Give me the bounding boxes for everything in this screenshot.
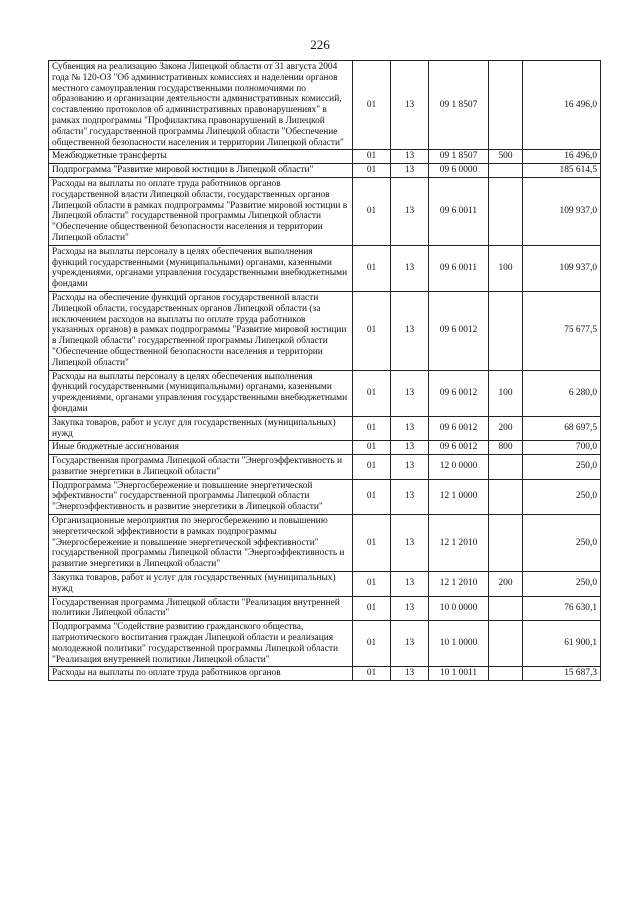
expense-type-code [489, 177, 523, 245]
expense-type-code [489, 61, 523, 150]
subsection-code: 13 [391, 572, 429, 597]
expense-type-code [489, 596, 523, 621]
amount: 250,0 [523, 455, 601, 480]
amount: 75 677,5 [523, 291, 601, 370]
target-article-code: 10 0 0000 [429, 596, 489, 621]
amount: 250,0 [523, 572, 601, 597]
amount: 68 697,5 [523, 416, 601, 441]
expense-type-code: 100 [489, 245, 523, 291]
table-row [49, 164, 601, 178]
subsection-code: 13 [391, 479, 429, 514]
expense-type-code: 500 [489, 150, 523, 164]
section-code: 01 [353, 150, 391, 164]
row-description: Государственная программа Липецкой области "Энергоэффективность и развитие энергетики в Липецкой области" [49, 455, 353, 480]
subsection-code: 13 [391, 455, 429, 480]
amount: 185 614,5 [523, 164, 601, 178]
expense-type-code [489, 291, 523, 370]
target-article-code: 09 6 0012 [429, 416, 489, 441]
amount: 16 496,0 [523, 150, 601, 164]
subsection-code: 13 [391, 164, 429, 178]
section-code: 01 [353, 245, 391, 291]
subsection-code: 13 [391, 416, 429, 441]
subsection-code: 13 [391, 515, 429, 572]
expense-type-code [489, 667, 523, 681]
table-row [49, 177, 601, 245]
table-row [49, 370, 601, 416]
target-article-code: 12 1 0000 [429, 479, 489, 514]
table-row [49, 479, 601, 514]
subsection-code: 13 [391, 370, 429, 416]
amount: 61 900,1 [523, 621, 601, 667]
row-description: Расходы на выплаты персоналу в целях обеспечения выполнения функций государственными (муниципальными) органами, казенными учреждениями, органами управления государственными внебюджетными фондами [49, 245, 353, 291]
table-row [49, 291, 601, 370]
subsection-code: 13 [391, 441, 429, 455]
table-row [49, 416, 601, 441]
section-code: 01 [353, 416, 391, 441]
target-article-code: 12 0 0000 [429, 455, 489, 480]
target-article-code: 09 1 8507 [429, 150, 489, 164]
row-description: Расходы на выплаты по оплате труда работников органов государственной власти Липецкой области, государственных органов Липецкой области в рамках подпрограммы "Развитие мировой юстиции в Липецкой области" государственной программы Липецкой области "Обеспечение общественной безопасности населения и территории Липецкой области" [49, 177, 353, 245]
table-row [49, 150, 601, 164]
budget-table [48, 60, 601, 681]
table-row [49, 572, 601, 597]
table-row [49, 61, 601, 150]
section-code: 01 [353, 370, 391, 416]
subsection-code: 13 [391, 61, 429, 150]
amount: 109 937,0 [523, 177, 601, 245]
expense-type-code [489, 621, 523, 667]
table-row [49, 441, 601, 455]
target-article-code: 09 6 0011 [429, 177, 489, 245]
subsection-code: 13 [391, 621, 429, 667]
table-row [49, 596, 601, 621]
subsection-code: 13 [391, 150, 429, 164]
expense-type-code [489, 455, 523, 480]
row-description: Расходы на выплаты по оплате труда работников органов [49, 667, 353, 681]
table-row [49, 667, 601, 681]
amount: 16 496,0 [523, 61, 601, 150]
amount: 700,0 [523, 441, 601, 455]
row-description: Подпрограмма "Содействие развитию гражданского общества, патриотического воспитания граждан Липецкой области и реализация молодежной политики" государственной программы Липецкой области "Реализация внутренней политики Липецкой области" [49, 621, 353, 667]
subsection-code: 13 [391, 177, 429, 245]
table-row [49, 621, 601, 667]
expense-type-code [489, 164, 523, 178]
target-article-code: 12 1 2010 [429, 515, 489, 572]
expense-type-code: 200 [489, 572, 523, 597]
section-code: 01 [353, 596, 391, 621]
amount: 15 687,3 [523, 667, 601, 681]
section-code: 01 [353, 441, 391, 455]
row-description: Расходы на выплаты персоналу в целях обеспечения выполнения функций государственными (муниципальными) органами, казенными учреждениями, органами управления государственными внебюджетными фондами [49, 370, 353, 416]
target-article-code: 09 6 0012 [429, 441, 489, 455]
row-description: Субвенция на реализацию Закона Липецкой области от 31 августа 2004 года № 120-ОЗ "Об административных комиссиях и наделении органов местного самоуправления государственными полномочиями по образованию и организации деятельности административных комиссий, составлению протоколов об административных правонарушениях" в рамках подпрограммы "Профилактика правонарушений в Липецкой области" государственной программы Липецкой области "Обеспечение общественной безопасности населения и территории Липецкой области" [49, 61, 353, 150]
amount: 250,0 [523, 479, 601, 514]
target-article-code: 09 6 0012 [429, 370, 489, 416]
amount: 250,0 [523, 515, 601, 572]
section-code: 01 [353, 479, 391, 514]
section-code: 01 [353, 515, 391, 572]
row-description: Расходы на обеспечение функций органов государственной власти Липецкой области, государственных органов Липецкой области (за исключением расходов на выплаты по оплате труда работников указанных органов) в рамках подпрограммы "Развитие мировой юстиции в Липецкой области" государственной программы Липецкой области "Обеспечение общественной безопасности населения и территории Липецкой области" [49, 291, 353, 370]
budget-table-body [49, 61, 601, 681]
row-description: Закупка товаров, работ и услуг для государственных (муниципальных) нужд [49, 572, 353, 597]
section-code: 01 [353, 61, 391, 150]
row-description: Закупка товаров, работ и услуг для государственных (муниципальных) нужд [49, 416, 353, 441]
target-article-code: 09 1 8507 [429, 61, 489, 150]
expense-type-code: 100 [489, 370, 523, 416]
table-row [49, 455, 601, 480]
section-code: 01 [353, 291, 391, 370]
row-description: Подпрограмма "Энергосбережение и повышение энергетической эффективности" государственной программы Липецкой области "Энергоэффективность и развитие энергетики в Липецкой области" [49, 479, 353, 514]
amount: 76 630,1 [523, 596, 601, 621]
expense-type-code [489, 479, 523, 514]
subsection-code: 13 [391, 245, 429, 291]
subsection-code: 13 [391, 667, 429, 681]
section-code: 01 [353, 164, 391, 178]
target-article-code: 12 1 2010 [429, 572, 489, 597]
page-number: 226 [310, 37, 330, 52]
target-article-code: 10 1 0011 [429, 667, 489, 681]
row-description: Межбюджетные трансферты [49, 150, 353, 164]
row-description: Государственная программа Липецкой области "Реализация внутренней политики Липецкой области" [49, 596, 353, 621]
section-code: 01 [353, 177, 391, 245]
target-article-code: 09 6 0012 [429, 291, 489, 370]
expense-type-code [489, 515, 523, 572]
section-code: 01 [353, 572, 391, 597]
target-article-code: 09 6 0011 [429, 245, 489, 291]
amount: 109 937,0 [523, 245, 601, 291]
section-code: 01 [353, 455, 391, 480]
table-row [49, 515, 601, 572]
section-code: 01 [353, 621, 391, 667]
target-article-code: 09 6 0000 [429, 164, 489, 178]
expense-type-code: 200 [489, 416, 523, 441]
row-description: Иные бюджетные ассигнования [49, 441, 353, 455]
row-description: Организационные мероприятия по энергосбережению и повышению энергетической эффективности в рамках подпрограммы "Энергосбережение и повышение энергетической эффективности" государственной программы Липецкой области "Энергоэффективность и развитие энергетики в Липецкой области" [49, 515, 353, 572]
subsection-code: 13 [391, 596, 429, 621]
section-code: 01 [353, 667, 391, 681]
amount: 6 280,0 [523, 370, 601, 416]
row-description: Подпрограмма "Развитие мировой юстиции в Липецкой области" [49, 164, 353, 178]
target-article-code: 10 1 0000 [429, 621, 489, 667]
subsection-code: 13 [391, 291, 429, 370]
expense-type-code: 800 [489, 441, 523, 455]
table-row [49, 245, 601, 291]
